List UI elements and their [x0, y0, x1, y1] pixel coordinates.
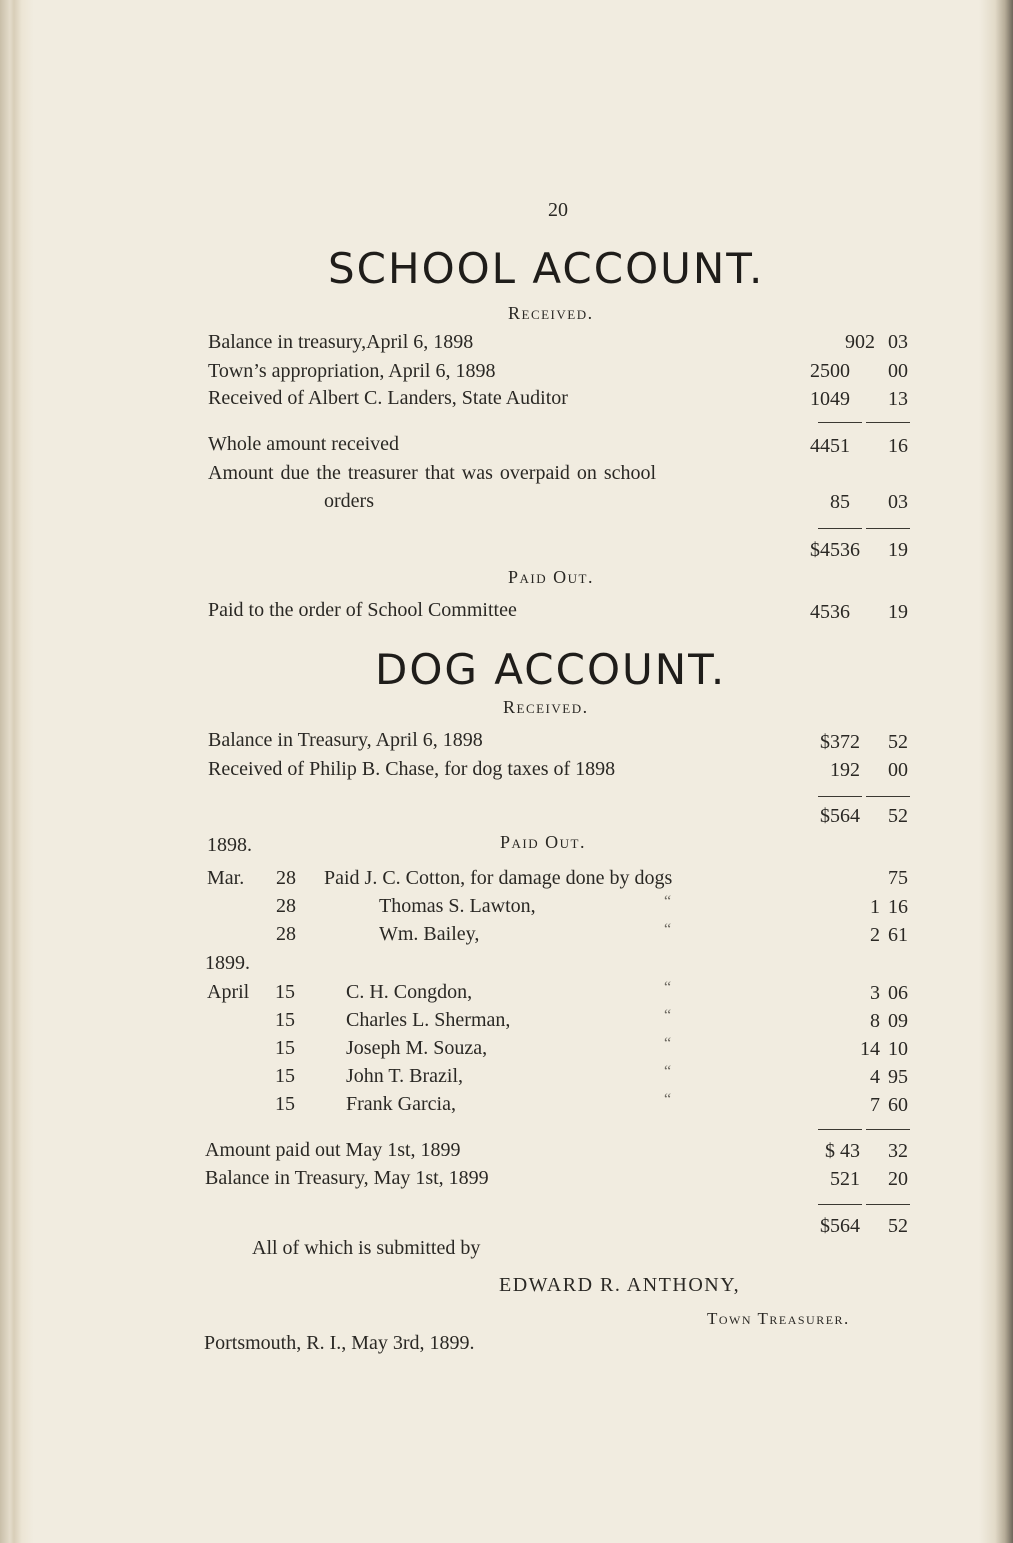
signer-title: Town Treasurer.: [707, 1309, 850, 1328]
sum-rule: [818, 1204, 862, 1205]
total-cents: 52: [888, 805, 908, 827]
row-dollars: 521: [830, 1168, 860, 1190]
total-dollars: $564: [820, 805, 860, 827]
ditto-mark: “: [664, 1035, 672, 1052]
sum-rule: [866, 1204, 910, 1205]
row-cents: 16: [888, 435, 908, 457]
row-label: Balance in Treasury, April 6, 1898: [208, 729, 483, 751]
row-label: Balance in treasury,April 6, 1898: [208, 331, 474, 353]
row-payee: Paid J. C. Cotton, for damage done by dogs: [324, 867, 673, 889]
row-cents: 13: [888, 388, 908, 410]
row-label: Amount due the treasurer that was overpaid on school: [208, 462, 657, 484]
row-label: Paid to the order of School Committee: [208, 599, 517, 621]
row-dollars: 7: [870, 1094, 880, 1116]
row-payee: Charles L. Sherman,: [346, 1009, 511, 1031]
row-cents: 00: [888, 759, 908, 781]
row-label: Whole amount received: [208, 433, 400, 455]
row-label: Received of Albert C. Landers, State Auditor: [208, 387, 568, 409]
row-cents: 10: [888, 1038, 908, 1060]
page-edge: [979, 0, 1013, 1543]
sum-rule: [866, 1129, 910, 1130]
row-cents: 61: [888, 924, 908, 946]
row-month: April: [207, 981, 250, 1003]
place-date: Portsmouth, R. I., May 3rd, 1899.: [204, 1332, 475, 1354]
year-1898: 1898.: [207, 834, 252, 856]
row-label: Balance in Treasury, May 1st, 1899: [205, 1167, 489, 1189]
sum-rule: [866, 422, 910, 423]
sum-rule: [866, 796, 910, 797]
row-day: 15: [275, 1037, 295, 1059]
row-cents: 03: [888, 491, 908, 513]
ditto-mark: “: [664, 893, 672, 910]
row-payee: Joseph M. Souza,: [346, 1037, 488, 1059]
row-cents: 09: [888, 1010, 908, 1032]
row-month: Mar.: [207, 867, 245, 889]
row-cents: 75: [888, 867, 908, 889]
row-dollars: 192: [830, 759, 860, 781]
ditto-mark: “: [664, 1063, 672, 1080]
row-cents: 00: [888, 360, 908, 382]
school-paid-heading: Paid Out.: [508, 567, 594, 587]
row-payee: John T. Brazil,: [346, 1065, 464, 1087]
school-received-heading: Received.: [508, 303, 594, 323]
total-dollars: $564: [820, 1215, 860, 1237]
row-dollars: $372: [820, 731, 860, 753]
dog-account-title: DOG ACCOUNT.: [375, 645, 727, 694]
row-dollars: 85: [830, 491, 850, 513]
row-cents: 52: [888, 731, 908, 753]
dog-paid-heading: Paid Out.: [500, 832, 586, 852]
ditto-mark: “: [664, 1007, 672, 1024]
row-label: Received of Philip B. Chase, for dog taxes of 1898: [208, 758, 616, 780]
row-dollars: 2: [870, 924, 880, 946]
row-payee: Thomas S. Lawton,: [379, 895, 536, 917]
row-label-continued: orders: [324, 490, 374, 512]
page-gutter: [0, 0, 34, 1543]
row-cents: 32: [888, 1140, 908, 1162]
year-1899: 1899.: [205, 952, 250, 974]
row-cents: 16: [888, 896, 908, 918]
row-dollars: 8: [870, 1010, 880, 1032]
row-day: 15: [275, 1093, 295, 1115]
row-dollars: $ 43: [825, 1140, 860, 1162]
row-label: Amount paid out May 1st, 1899: [205, 1139, 461, 1161]
sum-rule: [818, 1129, 862, 1130]
total-dollars: $4536: [810, 539, 860, 561]
row-day: 15: [275, 1009, 295, 1031]
row-cents: 06: [888, 982, 908, 1004]
sum-rule: [818, 528, 862, 529]
row-dollars: 3: [870, 982, 880, 1004]
row-payee: Wm. Bailey,: [379, 923, 480, 945]
row-day: 15: [275, 981, 295, 1003]
row-cents: 95: [888, 1066, 908, 1088]
dog-received-heading: Received.: [503, 697, 589, 717]
row-dollars: 2500: [810, 360, 850, 382]
signer-name: EDWARD R. ANTHONY,: [499, 1274, 741, 1296]
sum-rule: [866, 528, 910, 529]
row-day: 28: [276, 867, 296, 889]
row-payee: C. H. Congdon,: [346, 981, 473, 1003]
row-dollars: 4536: [810, 601, 850, 623]
total-cents: 19: [888, 539, 908, 561]
row-cents: 03: [888, 331, 908, 353]
row-dollars: 4: [870, 1066, 880, 1088]
row-dollars: 902: [845, 331, 875, 353]
row-day: 28: [276, 923, 296, 945]
row-cents: 60: [888, 1094, 908, 1116]
row-dollars: 14: [860, 1038, 880, 1060]
ditto-mark: “: [664, 979, 672, 996]
school-account-title: SCHOOL ACCOUNT.: [328, 244, 765, 293]
row-dollars: 1049: [810, 388, 850, 410]
sum-rule: [818, 796, 862, 797]
submitted-line: All of which is submitted by: [252, 1237, 481, 1259]
row-label: Town’s appropriation, April 6, 1898: [208, 360, 496, 382]
row-cents: 20: [888, 1168, 908, 1190]
row-day: 15: [275, 1065, 295, 1087]
total-cents: 52: [888, 1215, 908, 1237]
row-dollars: 4451: [810, 435, 850, 457]
sum-rule: [818, 422, 862, 423]
row-dollars: 1: [870, 896, 880, 918]
page-number: 20: [548, 199, 568, 221]
ditto-mark: “: [664, 1091, 672, 1108]
row-day: 28: [276, 895, 296, 917]
row-payee: Frank Garcia,: [346, 1093, 456, 1115]
ditto-mark: “: [664, 921, 672, 938]
row-cents: 19: [888, 601, 908, 623]
